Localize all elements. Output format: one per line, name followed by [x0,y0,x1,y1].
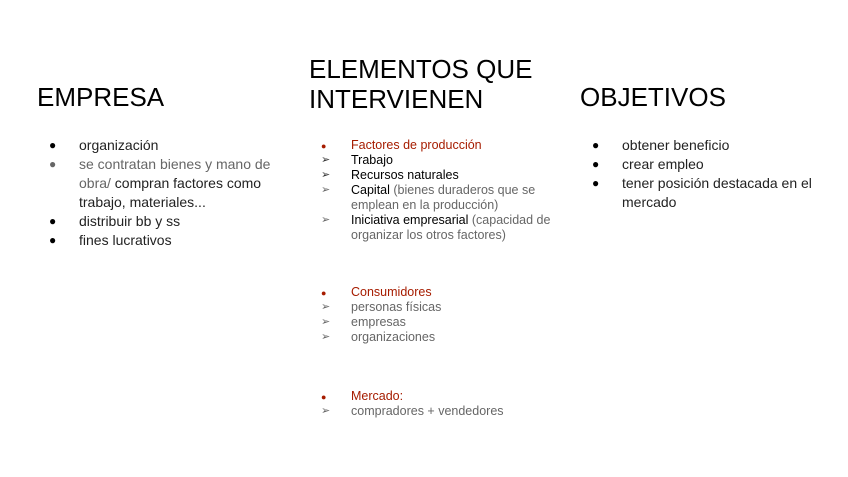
bullet-icon: ● [592,157,600,171]
arrow-icon: ➢ [321,184,331,196]
arrow-icon: ➢ [321,316,331,328]
mercado-block [309,389,559,419]
list-item-text: empresas [351,315,406,329]
list-item-text: tener posición destacada en el mercado [622,175,812,210]
list-item-text: personas físicas [351,300,442,314]
list-item-text: obtener beneficio [622,137,730,153]
list-item-strong: Recursos naturales [351,168,459,182]
list-item-text: fines lucrativos [79,232,172,248]
mercado-heading: Mercado: [351,389,404,403]
list-item [37,212,287,231]
list-item-text: organización [79,137,159,153]
bullet-icon: ● [49,214,57,228]
list-item [37,231,287,250]
list-item [309,213,559,243]
bullet-icon: ● [592,176,600,190]
arrow-icon: ➢ [321,154,331,166]
list-item-text: compradores + vendedores [351,404,504,418]
list-item-text: organizaciones [351,330,436,344]
list-item [309,168,559,183]
list-item [37,136,287,155]
list-item-strong: Iniciativa empresarial [351,213,469,227]
objetivos-title: OBJETIVOS [580,82,726,112]
arrow-icon: ➢ [321,405,331,417]
list-item [309,404,559,419]
list-item-text: crear empleo [622,156,704,172]
list-item-strong: Capital [351,183,390,197]
empresa-list [37,136,287,250]
list-item [580,174,830,212]
list-item-rest: (capacidad de organizar los otros factores) [351,213,551,242]
list-item [309,315,559,330]
list-item-text: distribuir bb y ss [79,213,181,229]
elementos-title-line2: INTERVIENEN [309,84,484,114]
elementos-title [309,54,532,114]
bullet-icon: ● [49,233,57,247]
list-item-text: compran factores como trabajo, materiales... [79,175,262,210]
consumidores-heading-item [309,285,559,300]
list-item-strong: Trabajo [351,153,393,167]
list-item [580,136,830,155]
mercado-heading-item [309,389,559,404]
list-item [309,153,559,168]
consumidores-block [309,285,559,345]
arrow-icon: ➢ [321,214,331,226]
arrow-icon: ➢ [321,331,331,343]
consumidores-heading: Consumidores [351,285,432,299]
factores-block [309,138,559,243]
arrow-icon: ➢ [321,301,331,313]
factores-heading-item [309,138,559,153]
bullet-icon: ● [321,141,327,151]
list-item [309,183,559,213]
bullet-icon: ● [321,288,327,298]
objetivos-list [580,136,830,212]
arrow-icon: ➢ [321,169,331,181]
bullet-icon: ● [49,138,57,152]
bullet-icon: ● [592,138,600,152]
list-item [37,155,287,212]
bullet-icon: ● [49,157,57,171]
bullet-icon: ● [321,392,327,402]
elementos-title-line1: ELEMENTOS QUE [309,54,533,84]
list-item [309,300,559,315]
empresa-title: EMPRESA [37,82,165,112]
list-item-text-grey: se contratan bienes y mano de obra/ [79,156,271,191]
factores-heading: Factores de producción [351,138,482,152]
list-item-rest: (bienes duraderos que se emplean en la producción) [351,183,536,212]
list-item [309,330,559,345]
list-item [580,155,830,174]
